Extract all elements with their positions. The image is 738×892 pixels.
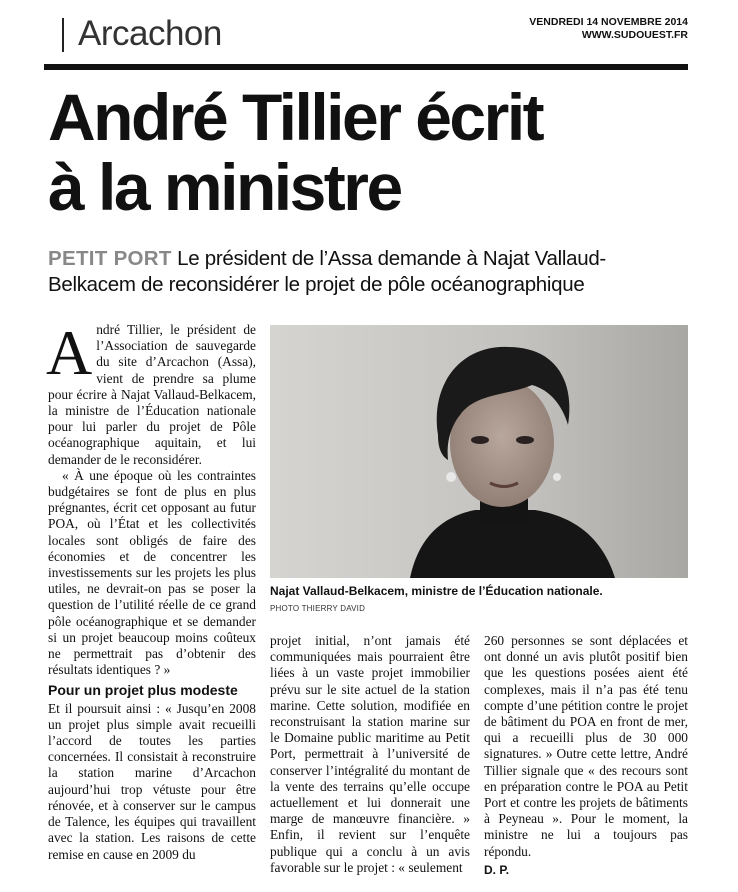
kicker-tag: PETIT PORT <box>48 247 172 270</box>
dropcap: A <box>46 317 93 388</box>
headline-line-1: André Tillier écrit <box>48 80 543 154</box>
article-paragraph: « À une époque où les contraintes budgétaires se font de plus en plus prégnantes, écrit cet opposant au futur POA, où l’État et les collectivités locales sont obligés de faire des économies et de concentrer les investissements sur les projets les plus utiles, ne devrait-on pas se poser la question de l’utilité réelle de ce grand pôle océanographique et se demander si un projet beaucoup moins coûteux ne permettrait pas d’obtenir des résultats identiques ? » <box>48 467 256 678</box>
headline-line-2: à la ministre <box>48 150 401 224</box>
header-rule <box>44 64 688 70</box>
kicker <box>48 246 688 298</box>
article-column-1 <box>46 317 256 863</box>
headline <box>48 82 708 222</box>
section-subheading: Pour un projet plus modeste <box>48 682 238 699</box>
issue-date: VENDREDI 14 NOVEMBRE 2014 <box>529 16 688 28</box>
photo-credit: PHOTO THIERRY DAVID <box>270 604 366 613</box>
article-paragraph-text: ndré Tillier, le président de l’Association de sauvegarde du site d’Arcachon (Assa), vient de prendre sa plume pour écrire à Najat Vallaud-Belkacem, la ministre de l’Éducation nationale pour lui parler du projet de Pôle océanographique aquitain, et lui demander de le reconsidérer. <box>48 322 256 467</box>
kicker-text: Le président de l’Assa demande à Najat Vallaud-Belkacem de reconsidérer le projet de pôle océanographique <box>48 247 606 296</box>
portrait-photo <box>270 325 688 578</box>
dateline <box>529 16 688 42</box>
portrait-image <box>270 325 688 578</box>
article-column-2 <box>270 633 470 876</box>
article-paragraph <box>46 317 256 468</box>
section-title: Arcachon <box>78 14 222 53</box>
author-signature: D. P. <box>484 862 510 877</box>
article-paragraph: 260 personnes se sont déplacées et ont donné un avis plutôt positif bien que les questions posées aient été complexes, mais il n’a pas été tenu compte d’une pétition contre le projet de bâtiment du POA en front de mer, qui a recueilli plus de 30 000 signatures. » Outre cette lettre, André Tillier signale que « des recours sont en préparation contre le POA au Petit Port et contre les projets de bâtiments à Peyneau ». Pour le moment, la ministre ne lui a toujours pas répondu. <box>484 633 688 859</box>
website-link[interactable]: WWW.SUDOUEST.FR <box>581 29 688 41</box>
photo-caption: Najat Vallaud-Belkacem, ministre de l’Éducation nationale. <box>270 584 603 598</box>
section-divider <box>62 18 64 52</box>
article-column-3 <box>484 633 688 878</box>
article-paragraph: projet initial, n’ont jamais été communiquées mais pourraient être liées à un vaste projet immobilier prévu sur le site actuel de la station marine. Cette solution, modifiée en reconstruisant la station marine sur le Domaine public maritime au Petit Port, permettrait à l’université de conserver l’intégralité du montant de la vente des terrains qu’elle occupe actuellement et lui donnerait une marge de manœuvre financière. » Enfin, il revient sur l’enquête publique qui a conclu à un avis favorable sur le projet : « seulement <box>270 633 470 875</box>
article-paragraph: Et il poursuit ainsi : « Jusqu’en 2008 un projet plus simple avait recueilli l’accord de toutes les parties concernées. Il consistait à reconstruire la station marine d’Arcachon aujourd’hui trop vétuste pour être rénovée, et à conserver sur le campus de Talence, les équipes qui travaillent avec la station. Les raisons de cette remise en cause en 2009 du <box>48 700 256 862</box>
